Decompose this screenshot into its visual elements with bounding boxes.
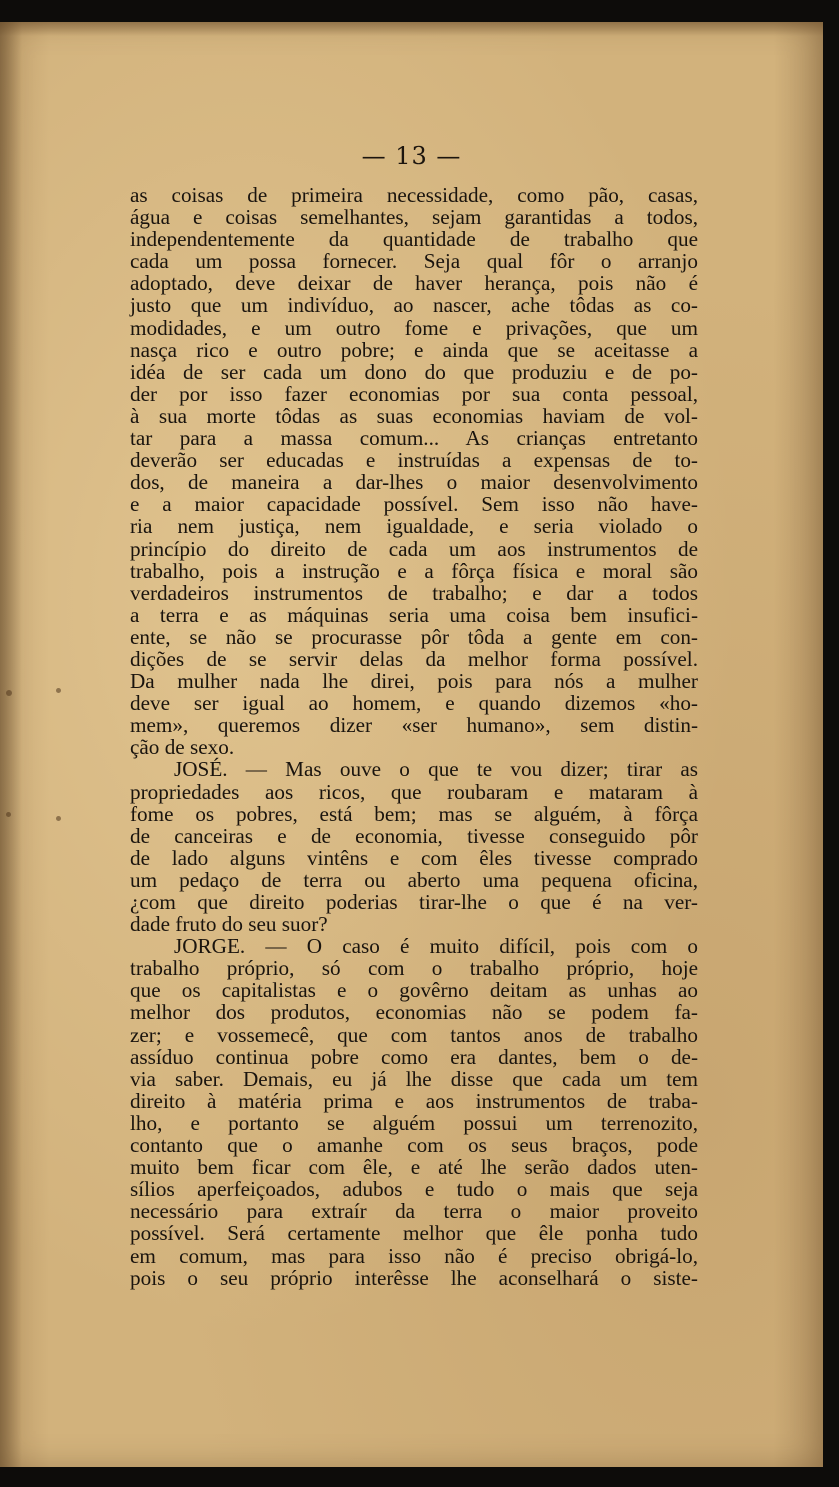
text-line: zer; e vossemecê, que com tantos anos de trabalho [130,1022,698,1047]
text-line: dade fruto do seu suor? [130,912,328,937]
text-line: muito bem ficar com êle, e até lhe serão dados uten- [130,1155,698,1180]
text-line: mem», queremos dizer «ser humano», sem distin- [130,713,698,738]
ink-spot [6,690,12,696]
text-line: deverão ser educadas e instruídas a expensas de to- [130,448,698,473]
page-number: — 13 — [361,142,462,170]
text-line: princípio do direito de cada um aos instrumentos de [130,536,698,561]
text-line: água e coisas semelhantes, sejam garantidas a todos, [130,205,698,230]
text-line: um pedaço de terra ou aberto uma pequena oficina, [130,867,698,892]
text-line: contanto que o amanhe com os seus braços, pode [130,1133,698,1158]
text-line: lho, e portanto se alguém possui um terrenozito, [130,1110,698,1135]
text-line: e a maior capacidade possível. Sem isso não have- [130,492,698,517]
text-line: tar para a massa comum... As crianças entretanto [130,426,698,451]
page-top-shadow [0,22,823,36]
text-line: pois o seu próprio interêsse lhe aconselhará o siste- [130,1265,698,1290]
text-line: justo que um indivíduo, ao nascer, ache tôdas as co- [130,293,698,318]
text-line: verdadeiros instrumentos de trabalho; e dar a todos [130,580,698,605]
text-line: que os capitalistas e o govêrno deitam as unhas ao [130,978,698,1003]
text-line: sílios aperfeiçoados, adubos e tudo o mais que seja [130,1177,698,1202]
ink-spot [56,816,61,821]
ink-spot [6,812,11,817]
text-line: direito à matéria prima e aos instrumentos de traba- [130,1088,698,1113]
text-line: deve ser igual ao homem, e quando dizemos «ho- [130,691,698,716]
text-line: à sua morte tôdas as suas economias haviam de vol- [130,403,698,428]
text-line: adoptado, deve deixar de haver herança, pois não é [130,271,698,296]
text-line: ente, se não se procurasse pôr tôda a gente em con- [130,624,698,649]
text-line: possível. Será certamente melhor que êle ponha tudo [130,1221,698,1246]
text-line: Da mulher nada lhe direi, pois para nós a mulher [130,669,698,694]
text-line: as coisas de primeira necessidade, como pão, casas, [130,183,698,207]
text-line: ¿com que direito poderias tirar-lhe o que é na ver- [130,890,698,914]
text-line: a terra e as máquinas seria uma coisa bem insufici- [130,602,698,627]
text-line: em comum, mas para isso não é preciso obrigá-lo, [130,1243,698,1268]
text-line: JOSÉ. — Mas ouve o que te vou dizer; tirar as [174,757,698,782]
text-line: trabalho próprio, só com o trabalho próprio, hoje [130,956,698,981]
text-line: der por isso fazer economias por sua conta pessoal, [130,381,698,406]
text-line: necessário para extraír da terra o maior proveito [130,1199,698,1224]
text-line: de lado alguns vintêns e com êles tivesse comprado [130,845,698,870]
book-page [0,22,823,1467]
text-line: melhor dos produtos, economias não se podem fa- [130,1000,698,1025]
text-line: ria nem justiça, nem igualdade, e seria violado o [130,514,698,539]
text-line: nasça rico e outro pobre; e ainda que se aceitasse a [130,337,698,362]
text-line: cada um possa fornecer. Seja qual fôr o arranjo [130,249,698,274]
body-text [130,184,698,1289]
text-line: dos, de maneira a dar-lhes o maior desenvolvimento [130,470,698,495]
text-line: fome os pobres, está bem; mas se alguém, à fôrça [130,801,698,826]
text-line: de canceiras e de economia, tivesse conseguido pôr [130,823,698,848]
page-binding-shadow [0,22,22,1467]
text-line: ção de sexo. [130,735,235,760]
ink-spot [56,688,61,693]
text-line: trabalho, pois a instrução e a fôrça física e moral são [130,558,698,583]
text-line: assíduo continua pobre como era dantes, bem o de- [130,1044,698,1069]
text-line: dições de se servir delas da melhor forma possível. [130,646,698,671]
text-line: propriedades aos ricos, que roubaram e mataram à [130,779,698,804]
text-line: idéa de ser cada um dono do que produziu e de po- [130,359,698,384]
text-line: modidades, e um outro fome e privações, que um [130,315,698,340]
text-line: JORGE. — O caso é muito difícil, pois com o [174,934,698,959]
text-line: independentemente da quantidade de trabalho que [130,227,698,252]
text-line: via saber. Demais, eu já lhe disse que cada um tem [130,1066,698,1091]
